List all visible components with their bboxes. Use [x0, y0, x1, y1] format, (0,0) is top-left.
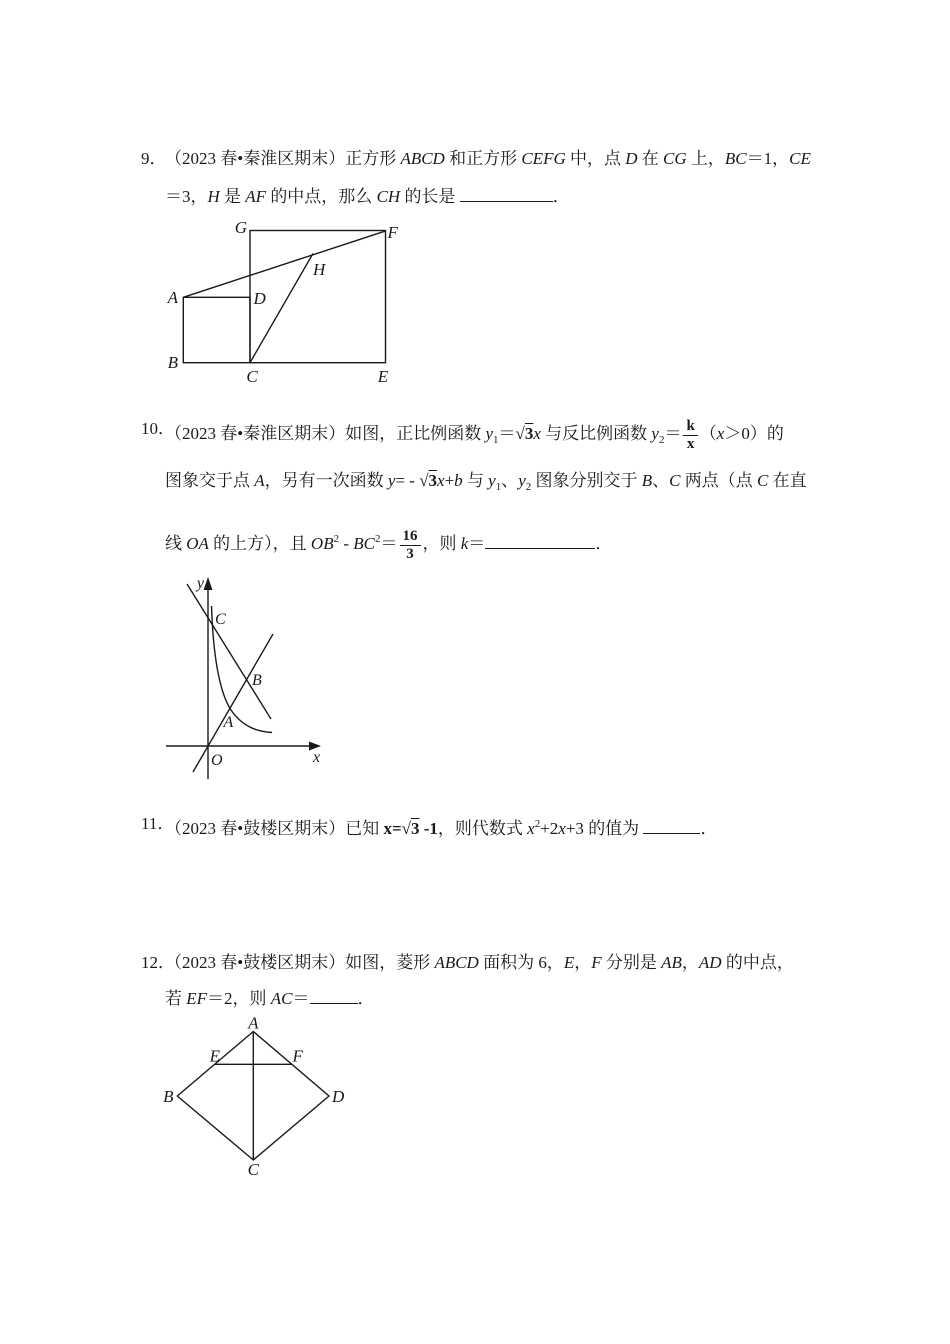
math-var: CG: [663, 149, 687, 168]
problem-9-line-1: [165, 148, 811, 170]
subscript: 2: [525, 481, 532, 493]
text-run: ．: [595, 534, 613, 553]
text-run: 在: [637, 149, 664, 168]
y-axis-arrowhead: [204, 577, 213, 590]
text-run: ．: [357, 989, 375, 1008]
text-run: 的上方），且: [208, 534, 311, 553]
math-var: EF: [186, 989, 208, 1008]
square-ABCD: [183, 297, 250, 362]
problem-10-number: 10．: [141, 419, 175, 438]
math-var: y: [387, 471, 396, 490]
text-run: 分别是: [601, 953, 662, 972]
text-run: ＝: [292, 989, 310, 1008]
text-run: （2023 春•秦淮区期末）如图，正比例函数: [165, 423, 486, 443]
text-run: +3: [565, 819, 584, 838]
text-run: 是: [219, 187, 246, 206]
text-run: 和正方形: [444, 149, 522, 168]
math-var: C: [669, 471, 681, 490]
answer-blank: [460, 186, 553, 202]
text-run: ，: [574, 953, 592, 972]
point-label-C: C: [215, 611, 226, 628]
point-label-G: G: [234, 218, 247, 237]
math-var: BC: [724, 149, 747, 168]
text-run: ＝2，则: [207, 989, 271, 1008]
text-run: 、: [652, 471, 670, 490]
text-run: 上，: [686, 149, 725, 168]
math-var: y: [651, 423, 659, 443]
text-run: +: [444, 471, 455, 490]
text-run: -: [339, 534, 354, 553]
math-expr: x=: [383, 819, 402, 838]
text-run: ，另有一次函数: [264, 471, 388, 490]
math-var: D: [625, 149, 638, 168]
math-var: y: [488, 471, 496, 490]
math-var: ABCD: [400, 149, 445, 168]
square-CEFG: [250, 231, 386, 363]
math-var: CEFG: [521, 149, 566, 168]
text-run: ＝: [380, 534, 398, 553]
text-run: ，则代数式: [437, 819, 528, 838]
point-label-F: F: [387, 223, 398, 242]
text-run: 图象交于点: [165, 471, 255, 490]
math-expr: -1: [419, 819, 438, 838]
point-label-A: A: [248, 1013, 259, 1033]
fraction-numerator: 16: [400, 528, 421, 546]
point-label-C: C: [246, 367, 258, 386]
problem-12-line-2: [165, 988, 375, 1010]
text-run: 的长是: [400, 187, 460, 206]
math-var: H: [207, 187, 220, 206]
math-var: x: [533, 423, 541, 443]
text-run: 线: [165, 534, 187, 553]
subscript: 2: [658, 433, 665, 446]
sqrt-radical: [516, 424, 534, 443]
math-var: CH: [376, 187, 401, 206]
fraction-numerator: k: [683, 418, 697, 436]
text-run: ，则: [422, 534, 461, 553]
line-y-negative-slope: [187, 584, 271, 719]
text-run: 图象分别交于: [531, 471, 642, 490]
segment-CH: [250, 254, 313, 363]
figure-rhombus: [160, 1013, 345, 1182]
point-label-A: A: [167, 288, 178, 307]
point-label-B: B: [163, 1087, 174, 1106]
text-run: ＝: [468, 534, 486, 553]
point-label-C: C: [247, 1160, 259, 1179]
text-run: （2023 春•秦淮区期末）正方形: [165, 149, 401, 168]
text-run: 在直: [768, 471, 807, 490]
math-var: C: [757, 471, 769, 490]
point-label-B: B: [252, 672, 262, 689]
text-run: （2023 春•鼓楼区期末）已知: [165, 819, 384, 838]
radical-sign: √: [419, 471, 429, 490]
superscript: 2: [534, 818, 541, 830]
origin-label-O: O: [211, 752, 223, 769]
math-var: AF: [245, 187, 267, 206]
radical-sign: √: [401, 819, 411, 838]
problem-11-number: 11．: [141, 814, 175, 833]
point-label-F: F: [292, 1046, 303, 1066]
point-label-E: E: [209, 1046, 220, 1066]
figure-graph: [160, 572, 330, 790]
answer-blank: [643, 818, 700, 834]
text-run: ＝: [664, 423, 682, 443]
problem-12-number: 12．: [141, 953, 175, 972]
math-var: A: [254, 471, 265, 490]
text-run: ．: [552, 187, 570, 206]
text-run: ＝3，: [165, 187, 208, 206]
text-run: ＞0）的: [724, 423, 784, 443]
subscript: 1: [493, 433, 499, 446]
fraction: [683, 418, 697, 452]
problem-10-line-3: [165, 528, 612, 562]
point-label-B: B: [167, 353, 178, 372]
answer-blank: [310, 988, 358, 1004]
text-run: 面积为 6，: [478, 953, 564, 972]
text-run: 的中点，那么: [266, 187, 377, 206]
problem-10-line-2: [165, 470, 807, 498]
math-var: F: [591, 953, 602, 972]
text-run: = -: [395, 471, 420, 490]
radical-sign: √: [515, 423, 525, 443]
fraction-denominator: x: [686, 435, 695, 452]
text-run: 与反比例函数: [540, 423, 652, 443]
text-run: （: [699, 423, 717, 443]
math-var: AC: [270, 989, 293, 1008]
point-label-D: D: [253, 289, 266, 308]
math-var: y: [485, 423, 493, 443]
point-label-D: D: [332, 1087, 345, 1106]
point-label-A: A: [223, 714, 234, 731]
point-label-E: E: [377, 367, 389, 386]
math-var: BC: [353, 534, 375, 553]
fraction-denominator: 3: [406, 545, 414, 562]
math-var: x: [716, 423, 725, 443]
math-var: b: [454, 471, 463, 490]
text-run: 与: [462, 471, 489, 490]
text-run: +2: [540, 819, 559, 838]
math-var: AB: [661, 953, 682, 972]
axis-label-x: x: [313, 749, 321, 766]
math-var: y: [518, 471, 526, 490]
text-run: 的中点，: [721, 953, 794, 972]
math-var: OB: [310, 534, 334, 553]
fraction: [400, 528, 421, 562]
superscript: 2: [375, 533, 381, 545]
answer-blank: [485, 533, 595, 549]
segment-AF: [183, 231, 385, 297]
math-var: AD: [698, 953, 722, 972]
text-run: ，: [681, 953, 699, 972]
math-var: CE: [789, 149, 811, 168]
axis-label-y: y: [196, 575, 204, 592]
text-run: 若: [165, 989, 187, 1008]
text-run: 的值为: [583, 819, 644, 838]
text-run: 中，点: [565, 149, 626, 168]
radical-arg: 3: [428, 471, 438, 490]
math-var: ABCD: [434, 953, 479, 972]
problem-10-line-1: [165, 418, 784, 452]
math-var: E: [563, 953, 575, 972]
text-run: 两点（点: [680, 471, 757, 490]
text-run: （2023 春•鼓楼区期末）如图，菱形: [165, 953, 435, 972]
problem-12-line-1: [165, 952, 794, 974]
subscript: 1: [495, 481, 502, 493]
problem-11-line-1: [165, 813, 717, 840]
point-label-H: H: [313, 260, 326, 279]
math-var: OA: [186, 534, 209, 553]
math-var: x: [437, 471, 445, 490]
sqrt-radical: [402, 819, 420, 838]
radical-arg: 3: [524, 423, 534, 443]
text-run: ＝1，: [746, 149, 790, 168]
figure-squares: [155, 218, 411, 392]
text-run: ．: [700, 819, 718, 838]
radical-arg: 3: [410, 819, 420, 838]
text-run: 、: [501, 471, 519, 490]
math-var: x: [527, 819, 535, 838]
text-run: ＝: [498, 423, 516, 443]
sqrt-radical: [419, 471, 437, 490]
math-var: k: [460, 534, 469, 553]
math-var: x: [558, 819, 566, 838]
math-var: B: [641, 471, 653, 490]
problem-9-number: 9．: [141, 149, 167, 168]
superscript: 2: [333, 533, 340, 545]
problem-9-line-2: [165, 186, 570, 208]
